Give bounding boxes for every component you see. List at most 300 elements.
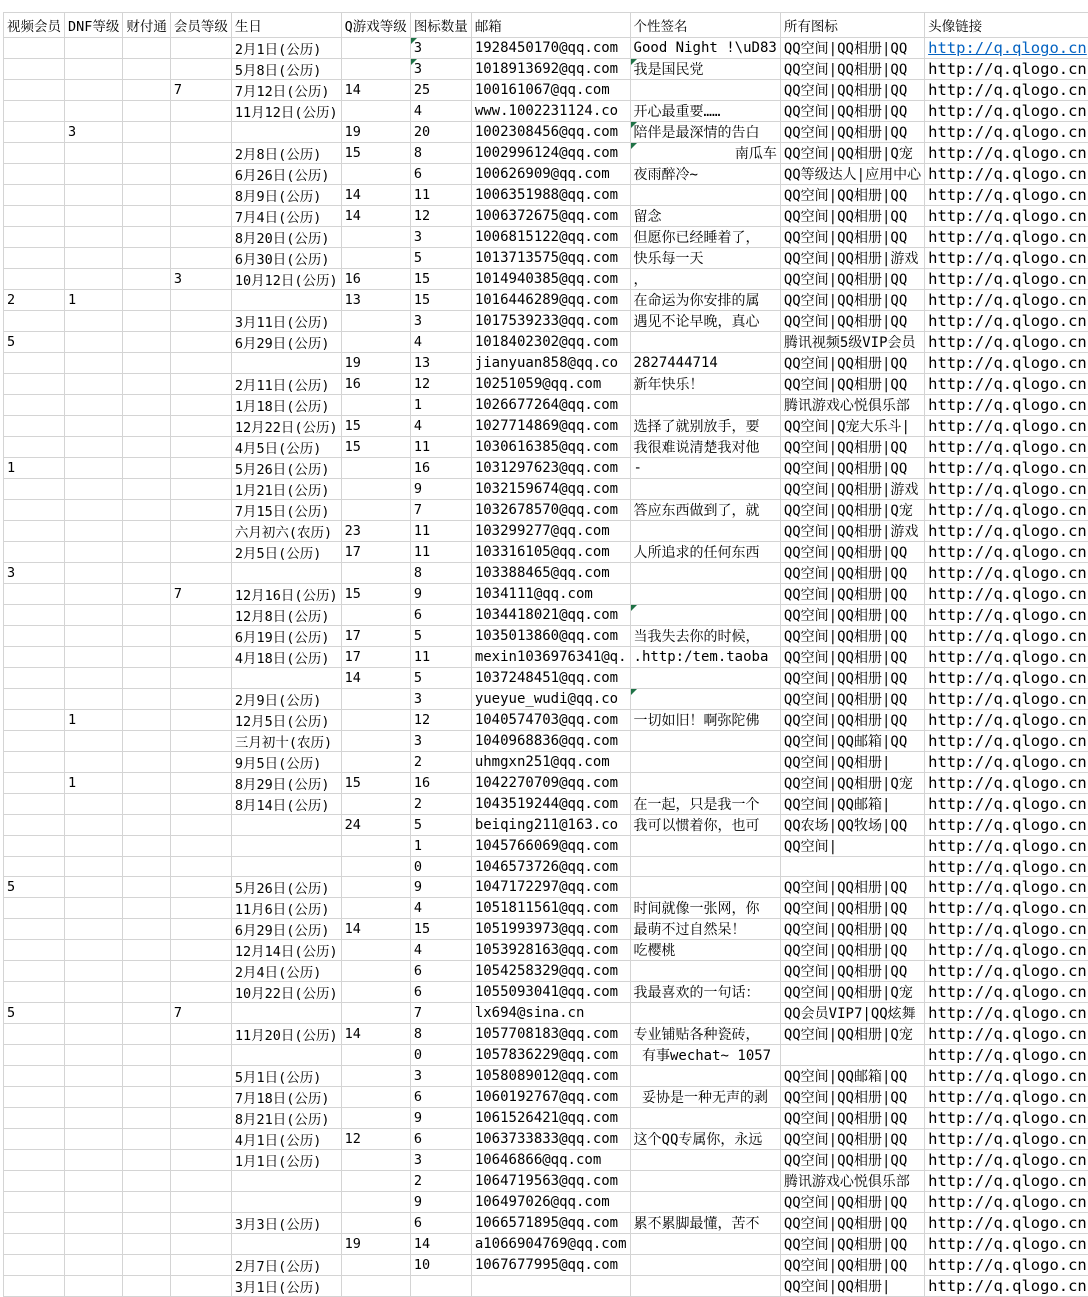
cell[interactable]: http://q.qlogo.cn <box>925 1234 1088 1255</box>
cell[interactable]: 2月8日(公历) <box>231 143 341 164</box>
cell[interactable] <box>65 794 123 815</box>
cell[interactable] <box>170 1045 231 1066</box>
cell[interactable]: http://q.qlogo.cn <box>925 1024 1088 1045</box>
cell[interactable] <box>341 689 410 710</box>
cell[interactable]: mexin1036976341@q. <box>471 647 630 668</box>
cell[interactable] <box>341 1108 410 1129</box>
cell[interactable] <box>170 877 231 898</box>
cell[interactable] <box>4 38 65 59</box>
cell[interactable] <box>341 1171 410 1192</box>
cell[interactable] <box>123 38 171 59</box>
cell[interactable] <box>170 857 231 877</box>
column-header[interactable]: 图标数量 <box>410 13 471 38</box>
cell[interactable] <box>65 143 123 164</box>
cell[interactable]: 6 <box>410 164 471 185</box>
cell[interactable]: QQ空间|QQ相册|QQ <box>780 122 924 143</box>
cell[interactable] <box>123 1108 171 1129</box>
cell[interactable]: http://q.qlogo.cn <box>925 1087 1088 1108</box>
cell[interactable]: 14 <box>341 1024 410 1045</box>
cell[interactable] <box>4 416 65 437</box>
cell[interactable]: 1027714869@qq.com <box>471 416 630 437</box>
cell[interactable]: 11 <box>410 542 471 563</box>
cell[interactable]: 17 <box>341 626 410 647</box>
cell[interactable]: 1 <box>65 773 123 794</box>
cell[interactable] <box>123 1087 171 1108</box>
cell[interactable] <box>170 1171 231 1192</box>
cell[interactable]: 7月18日(公历) <box>231 1087 341 1108</box>
cell[interactable]: QQ会员VIP7|QQ炫舞 <box>780 1003 924 1024</box>
cell[interactable]: 15 <box>341 584 410 605</box>
cell[interactable]: 2 <box>410 1171 471 1192</box>
cell[interactable] <box>123 206 171 227</box>
cell[interactable] <box>231 668 341 689</box>
cell[interactable] <box>123 353 171 374</box>
cell[interactable] <box>630 1276 780 1297</box>
cell[interactable]: 9 <box>410 1108 471 1129</box>
cell[interactable] <box>123 479 171 500</box>
cell[interactable] <box>65 353 123 374</box>
cell[interactable]: 1042270709@qq.com <box>471 773 630 794</box>
cell[interactable]: 1040574703@qq.com <box>471 710 630 731</box>
cell[interactable]: 0 <box>410 1045 471 1066</box>
cell[interactable] <box>170 731 231 752</box>
cell[interactable] <box>170 668 231 689</box>
cell[interactable] <box>341 1255 410 1276</box>
cell[interactable]: 1051811561@qq.com <box>471 898 630 919</box>
cell[interactable]: 5 <box>410 626 471 647</box>
cell[interactable]: 11 <box>410 647 471 668</box>
cell[interactable]: 14 <box>410 1234 471 1255</box>
cell[interactable]: http://q.qlogo.cn <box>925 626 1088 647</box>
cell[interactable] <box>170 898 231 919</box>
cell[interactable] <box>170 605 231 626</box>
cell[interactable]: 3月11日(公历) <box>231 311 341 332</box>
cell[interactable] <box>4 521 65 542</box>
cell[interactable] <box>4 605 65 626</box>
cell[interactable] <box>231 836 341 857</box>
cell[interactable]: beiqing211@163.co <box>471 815 630 836</box>
cell[interactable]: 4 <box>410 332 471 353</box>
cell[interactable]: 3月3日(公历) <box>231 1213 341 1234</box>
cell[interactable]: 17 <box>341 542 410 563</box>
cell[interactable]: 15 <box>341 437 410 458</box>
cell[interactable] <box>170 248 231 269</box>
cell[interactable]: yueyue_wudi@qq.co <box>471 689 630 710</box>
cell[interactable] <box>123 311 171 332</box>
cell[interactable] <box>4 919 65 940</box>
cell[interactable] <box>170 332 231 353</box>
cell[interactable] <box>4 982 65 1003</box>
cell[interactable]: 1月18日(公历) <box>231 395 341 416</box>
cell[interactable] <box>65 961 123 982</box>
cell[interactable] <box>410 1276 471 1297</box>
cell[interactable]: 1016446289@qq.com <box>471 290 630 311</box>
cell[interactable]: 19 <box>341 353 410 374</box>
cell[interactable]: 当我失去你的时候， <box>630 626 780 647</box>
cell[interactable] <box>65 898 123 919</box>
cell[interactable] <box>341 101 410 122</box>
cell[interactable] <box>341 940 410 961</box>
cell[interactable]: 3 <box>410 1150 471 1171</box>
cell[interactable]: 16 <box>410 458 471 479</box>
cell[interactable]: QQ空间|QQ相册|QQ <box>780 710 924 731</box>
cell[interactable]: 腾讯游戏心悦俱乐部 <box>780 395 924 416</box>
cell[interactable] <box>4 500 65 521</box>
cell[interactable]: QQ空间|QQ相册|QQ <box>780 1129 924 1150</box>
cell[interactable] <box>65 563 123 584</box>
cell[interactable] <box>630 752 780 773</box>
cell[interactable]: 13 <box>341 290 410 311</box>
cell[interactable]: 累不累脚最懂，苦不 <box>630 1213 780 1234</box>
cell[interactable]: http://q.qlogo.cn <box>925 647 1088 668</box>
cell[interactable] <box>4 185 65 206</box>
cell[interactable]: http://q.qlogo.cn <box>925 101 1088 122</box>
cell[interactable]: Good Night !\uD83 <box>630 38 780 59</box>
cell[interactable] <box>170 1213 231 1234</box>
cell[interactable]: 7 <box>170 584 231 605</box>
cell[interactable]: 4 <box>410 416 471 437</box>
cell[interactable]: www.1002231124.co <box>471 101 630 122</box>
cell[interactable]: 5月26日(公历) <box>231 458 341 479</box>
column-header[interactable]: 财付通 <box>123 13 171 38</box>
cell[interactable]: QQ空间|QQ相册|QQ <box>780 1087 924 1108</box>
cell[interactable] <box>4 1024 65 1045</box>
cell[interactable]: 2月1日(公历) <box>231 38 341 59</box>
cell[interactable] <box>630 836 780 857</box>
cell[interactable] <box>170 290 231 311</box>
cell[interactable]: QQ空间|QQ相册|QQ <box>780 1213 924 1234</box>
cell[interactable]: 10月22日(公历) <box>231 982 341 1003</box>
cell[interactable] <box>4 311 65 332</box>
cell[interactable] <box>4 836 65 857</box>
cell[interactable]: 5月8日(公历) <box>231 59 341 80</box>
cell[interactable]: http://q.qlogo.cn <box>925 1171 1088 1192</box>
cell[interactable]: QQ空间|QQ相册|游戏 <box>780 479 924 500</box>
cell[interactable]: http://q.qlogo.cn <box>925 1192 1088 1213</box>
cell[interactable]: QQ空间|QQ邮箱| <box>780 794 924 815</box>
cell[interactable]: QQ空间|QQ相册|QQ <box>780 38 924 59</box>
cell[interactable] <box>630 1171 780 1192</box>
cell[interactable]: 答应东西做到了，就 <box>630 500 780 521</box>
cell[interactable] <box>4 940 65 961</box>
cell[interactable] <box>4 122 65 143</box>
cell[interactable]: 3 <box>410 38 471 59</box>
cell[interactable] <box>170 122 231 143</box>
cell[interactable]: QQ空间|QQ相册|Q宠 <box>780 500 924 521</box>
cell[interactable]: 3 <box>4 563 65 584</box>
cell[interactable] <box>4 1129 65 1150</box>
cell[interactable]: 11 <box>410 521 471 542</box>
cell[interactable] <box>123 1003 171 1024</box>
cell[interactable]: 在一起，只是我一个 <box>630 794 780 815</box>
cell[interactable]: 11月12日(公历) <box>231 101 341 122</box>
cell[interactable] <box>4 1087 65 1108</box>
cell[interactable] <box>65 164 123 185</box>
cell[interactable] <box>65 374 123 395</box>
column-header[interactable]: 邮箱 <box>471 13 630 38</box>
cell[interactable] <box>65 521 123 542</box>
cell[interactable] <box>4 1150 65 1171</box>
cell[interactable] <box>4 59 65 80</box>
cell[interactable]: http://q.qlogo.cn <box>925 458 1088 479</box>
cell[interactable]: 7月4日(公历) <box>231 206 341 227</box>
cell[interactable]: 我是国民党 <box>630 59 780 80</box>
cell[interactable]: QQ空间|QQ相册|QQ <box>780 1150 924 1171</box>
cell[interactable] <box>170 626 231 647</box>
cell[interactable]: QQ空间|QQ相册|Q宠 <box>780 982 924 1003</box>
column-header[interactable]: 生日 <box>231 13 341 38</box>
cell[interactable] <box>341 1045 410 1066</box>
cell[interactable]: 2月4日(公历) <box>231 961 341 982</box>
cell[interactable] <box>4 898 65 919</box>
cell[interactable]: 103299277@qq.com <box>471 521 630 542</box>
cell[interactable]: 14 <box>341 919 410 940</box>
cell[interactable] <box>341 1150 410 1171</box>
cell[interactable] <box>341 164 410 185</box>
cell[interactable] <box>170 563 231 584</box>
cell[interactable] <box>630 1234 780 1255</box>
cell[interactable] <box>341 1087 410 1108</box>
cell[interactable] <box>123 877 171 898</box>
cell[interactable]: 6月30日(公历) <box>231 248 341 269</box>
cell[interactable] <box>4 479 65 500</box>
cell[interactable]: QQ空间|QQ相册|游戏 <box>780 521 924 542</box>
cell[interactable]: 妥协是一种无声的剥 <box>630 1087 780 1108</box>
cell[interactable]: 1月1日(公历) <box>231 1150 341 1171</box>
cell[interactable] <box>4 1234 65 1255</box>
cell[interactable] <box>780 1045 924 1066</box>
cell[interactable]: 1 <box>65 290 123 311</box>
cell[interactable] <box>341 898 410 919</box>
cell[interactable]: 1047172297@qq.com <box>471 877 630 898</box>
cell[interactable]: 1043519244@qq.com <box>471 794 630 815</box>
cell[interactable]: http://q.qlogo.cn <box>925 877 1088 898</box>
cell[interactable] <box>123 752 171 773</box>
cell[interactable]: - <box>630 458 780 479</box>
cell[interactable] <box>341 752 410 773</box>
cell[interactable] <box>341 857 410 877</box>
cell[interactable] <box>65 479 123 500</box>
cell[interactable]: 1037248451@qq.com <box>471 668 630 689</box>
cell[interactable]: 12 <box>341 1129 410 1150</box>
cell[interactable] <box>341 1003 410 1024</box>
cell[interactable]: 最萌不过自然呆！ <box>630 919 780 940</box>
cell[interactable]: QQ空间|QQ相册|QQ <box>780 605 924 626</box>
cell[interactable]: http://q.qlogo.cn <box>925 80 1088 101</box>
cell[interactable]: 1月21日(公历) <box>231 479 341 500</box>
cell[interactable]: QQ空间|QQ相册|QQ <box>780 374 924 395</box>
cell[interactable]: 5 <box>410 668 471 689</box>
cell[interactable]: 11 <box>410 437 471 458</box>
cell[interactable] <box>630 605 780 626</box>
cell[interactable]: 100161067@qq.com <box>471 80 630 101</box>
cell[interactable]: 15 <box>410 290 471 311</box>
cell[interactable] <box>65 584 123 605</box>
cell[interactable] <box>123 982 171 1003</box>
cell[interactable] <box>170 836 231 857</box>
cell[interactable]: http://q.qlogo.cn <box>925 479 1088 500</box>
cell[interactable] <box>630 332 780 353</box>
cell[interactable] <box>341 332 410 353</box>
cell[interactable]: 一切如旧！啊弥陀佛 <box>630 710 780 731</box>
cell[interactable]: 19 <box>341 1234 410 1255</box>
cell[interactable] <box>341 982 410 1003</box>
cell[interactable] <box>4 584 65 605</box>
cell[interactable]: 人所追求的任何东西 <box>630 542 780 563</box>
cell[interactable]: 时间就像一张网，你 <box>630 898 780 919</box>
cell[interactable] <box>4 961 65 982</box>
cell[interactable]: 三月初十(农历) <box>231 731 341 752</box>
cell[interactable] <box>170 185 231 206</box>
cell[interactable]: QQ空间|QQ相册|QQ <box>780 919 924 940</box>
cell[interactable] <box>123 584 171 605</box>
cell[interactable]: 7 <box>410 500 471 521</box>
cell[interactable]: 夜雨醉冷~ <box>630 164 780 185</box>
cell[interactable]: 2 <box>4 290 65 311</box>
cell[interactable]: 1031297623@qq.com <box>471 458 630 479</box>
cell[interactable]: 2 <box>410 794 471 815</box>
cell[interactable] <box>123 794 171 815</box>
cell[interactable]: 9 <box>410 584 471 605</box>
cell[interactable]: 1058089012@qq.com <box>471 1066 630 1087</box>
cell[interactable]: 7 <box>170 1003 231 1024</box>
cell[interactable] <box>4 395 65 416</box>
cell[interactable]: 1018913692@qq.com <box>471 59 630 80</box>
cell[interactable]: 12月14日(公历) <box>231 940 341 961</box>
cell[interactable]: 3 <box>410 731 471 752</box>
cell[interactable]: http://q.qlogo.cn <box>925 794 1088 815</box>
cell[interactable]: 5月1日(公历) <box>231 1066 341 1087</box>
cell[interactable] <box>65 38 123 59</box>
cell[interactable]: 24 <box>341 815 410 836</box>
cell[interactable]: http://q.qlogo.cn <box>925 563 1088 584</box>
cell[interactable]: 我很难说清楚我对他 <box>630 437 780 458</box>
cell[interactable]: 6 <box>410 1213 471 1234</box>
cell[interactable]: a1066904769@qq.com <box>471 1234 630 1255</box>
cell[interactable] <box>65 185 123 206</box>
cell[interactable]: 在命运为你安排的属 <box>630 290 780 311</box>
cell[interactable] <box>170 500 231 521</box>
cell[interactable] <box>123 437 171 458</box>
cell[interactable] <box>123 898 171 919</box>
cell[interactable] <box>341 836 410 857</box>
cell[interactable]: ， <box>630 269 780 290</box>
cell[interactable]: 1034111@qq.com <box>471 584 630 605</box>
cell[interactable] <box>123 1066 171 1087</box>
cell[interactable]: 12月22日(公历) <box>231 416 341 437</box>
cell[interactable] <box>630 185 780 206</box>
cell[interactable]: 南瓜车 <box>630 143 780 164</box>
cell[interactable] <box>65 647 123 668</box>
cell[interactable] <box>65 1150 123 1171</box>
cell[interactable]: 11月6日(公历) <box>231 898 341 919</box>
cell[interactable] <box>630 961 780 982</box>
cell[interactable] <box>170 164 231 185</box>
cell[interactable] <box>630 395 780 416</box>
cell[interactable] <box>65 269 123 290</box>
cell[interactable]: 3月1日(公历) <box>231 1276 341 1297</box>
cell[interactable]: 1040968836@qq.com <box>471 731 630 752</box>
cell[interactable]: http://q.qlogo.cn <box>925 689 1088 710</box>
cell[interactable]: 15 <box>410 269 471 290</box>
cell[interactable]: 有事wechat~ 1057 <box>630 1045 780 1066</box>
cell[interactable] <box>780 857 924 877</box>
cell[interactable] <box>170 710 231 731</box>
cell[interactable] <box>170 961 231 982</box>
cell[interactable] <box>123 500 171 521</box>
cell[interactable] <box>341 731 410 752</box>
cell[interactable] <box>630 877 780 898</box>
cell[interactable] <box>123 731 171 752</box>
cell[interactable] <box>170 395 231 416</box>
cell[interactable]: http://q.qlogo.cn <box>925 542 1088 563</box>
cell[interactable]: http://q.qlogo.cn <box>925 353 1088 374</box>
column-header[interactable]: 个性签名 <box>630 13 780 38</box>
cell[interactable] <box>123 1024 171 1045</box>
column-header[interactable]: 头像链接 <box>925 13 1088 38</box>
cell[interactable]: QQ空间|QQ相册|QQ <box>780 1255 924 1276</box>
cell[interactable] <box>231 1234 341 1255</box>
cell[interactable]: 1018402302@qq.com <box>471 332 630 353</box>
cell[interactable]: 8月9日(公历) <box>231 185 341 206</box>
cell[interactable] <box>4 353 65 374</box>
cell[interactable]: 1057708183@qq.com <box>471 1024 630 1045</box>
cell[interactable] <box>4 731 65 752</box>
cell[interactable] <box>123 940 171 961</box>
column-header[interactable]: 视频会员 <box>4 13 65 38</box>
cell[interactable] <box>4 794 65 815</box>
cell[interactable] <box>65 857 123 877</box>
cell[interactable]: 1 <box>4 458 65 479</box>
cell[interactable]: 专业铺贴各种瓷砖， <box>630 1024 780 1045</box>
cell[interactable]: 腾讯游戏心悦俱乐部 <box>780 1171 924 1192</box>
cell[interactable]: http://q.qlogo.cn <box>925 290 1088 311</box>
cell[interactable]: 1032159674@qq.com <box>471 479 630 500</box>
cell[interactable]: 10251059@qq.com <box>471 374 630 395</box>
cell[interactable] <box>471 1276 630 1297</box>
cell[interactable]: 5 <box>410 248 471 269</box>
cell[interactable] <box>123 248 171 269</box>
cell[interactable] <box>170 1255 231 1276</box>
cell[interactable]: http://q.qlogo.cn <box>925 143 1088 164</box>
cell[interactable]: 12月16日(公历) <box>231 584 341 605</box>
cell[interactable] <box>65 1213 123 1234</box>
cell[interactable]: 15 <box>341 416 410 437</box>
cell[interactable]: 陪伴是最深情的告白 <box>630 122 780 143</box>
cell[interactable]: lx694@sina.cn <box>471 1003 630 1024</box>
cell[interactable]: 12 <box>410 374 471 395</box>
cell[interactable] <box>170 227 231 248</box>
cell[interactable] <box>630 80 780 101</box>
cell[interactable]: .http:/tem.taoba <box>630 647 780 668</box>
cell[interactable]: 1928450170@qq.com <box>471 38 630 59</box>
cell[interactable]: 15 <box>341 773 410 794</box>
cell[interactable] <box>170 437 231 458</box>
cell[interactable] <box>65 1129 123 1150</box>
cell[interactable] <box>630 857 780 877</box>
cell[interactable] <box>4 227 65 248</box>
column-header[interactable]: 所有图标 <box>780 13 924 38</box>
cell[interactable]: QQ空间|QQ相册|QQ <box>780 647 924 668</box>
cell[interactable]: http://q.qlogo.cn <box>925 752 1088 773</box>
cell[interactable]: QQ空间|QQ相册|QQ <box>780 584 924 605</box>
cell[interactable]: 这个QQ专属你，永远 <box>630 1129 780 1150</box>
cell[interactable] <box>341 794 410 815</box>
cell[interactable]: http://q.qlogo.cn <box>925 1276 1088 1297</box>
cell[interactable] <box>4 647 65 668</box>
cell[interactable]: 2月7日(公历) <box>231 1255 341 1276</box>
cell[interactable]: 14 <box>341 185 410 206</box>
